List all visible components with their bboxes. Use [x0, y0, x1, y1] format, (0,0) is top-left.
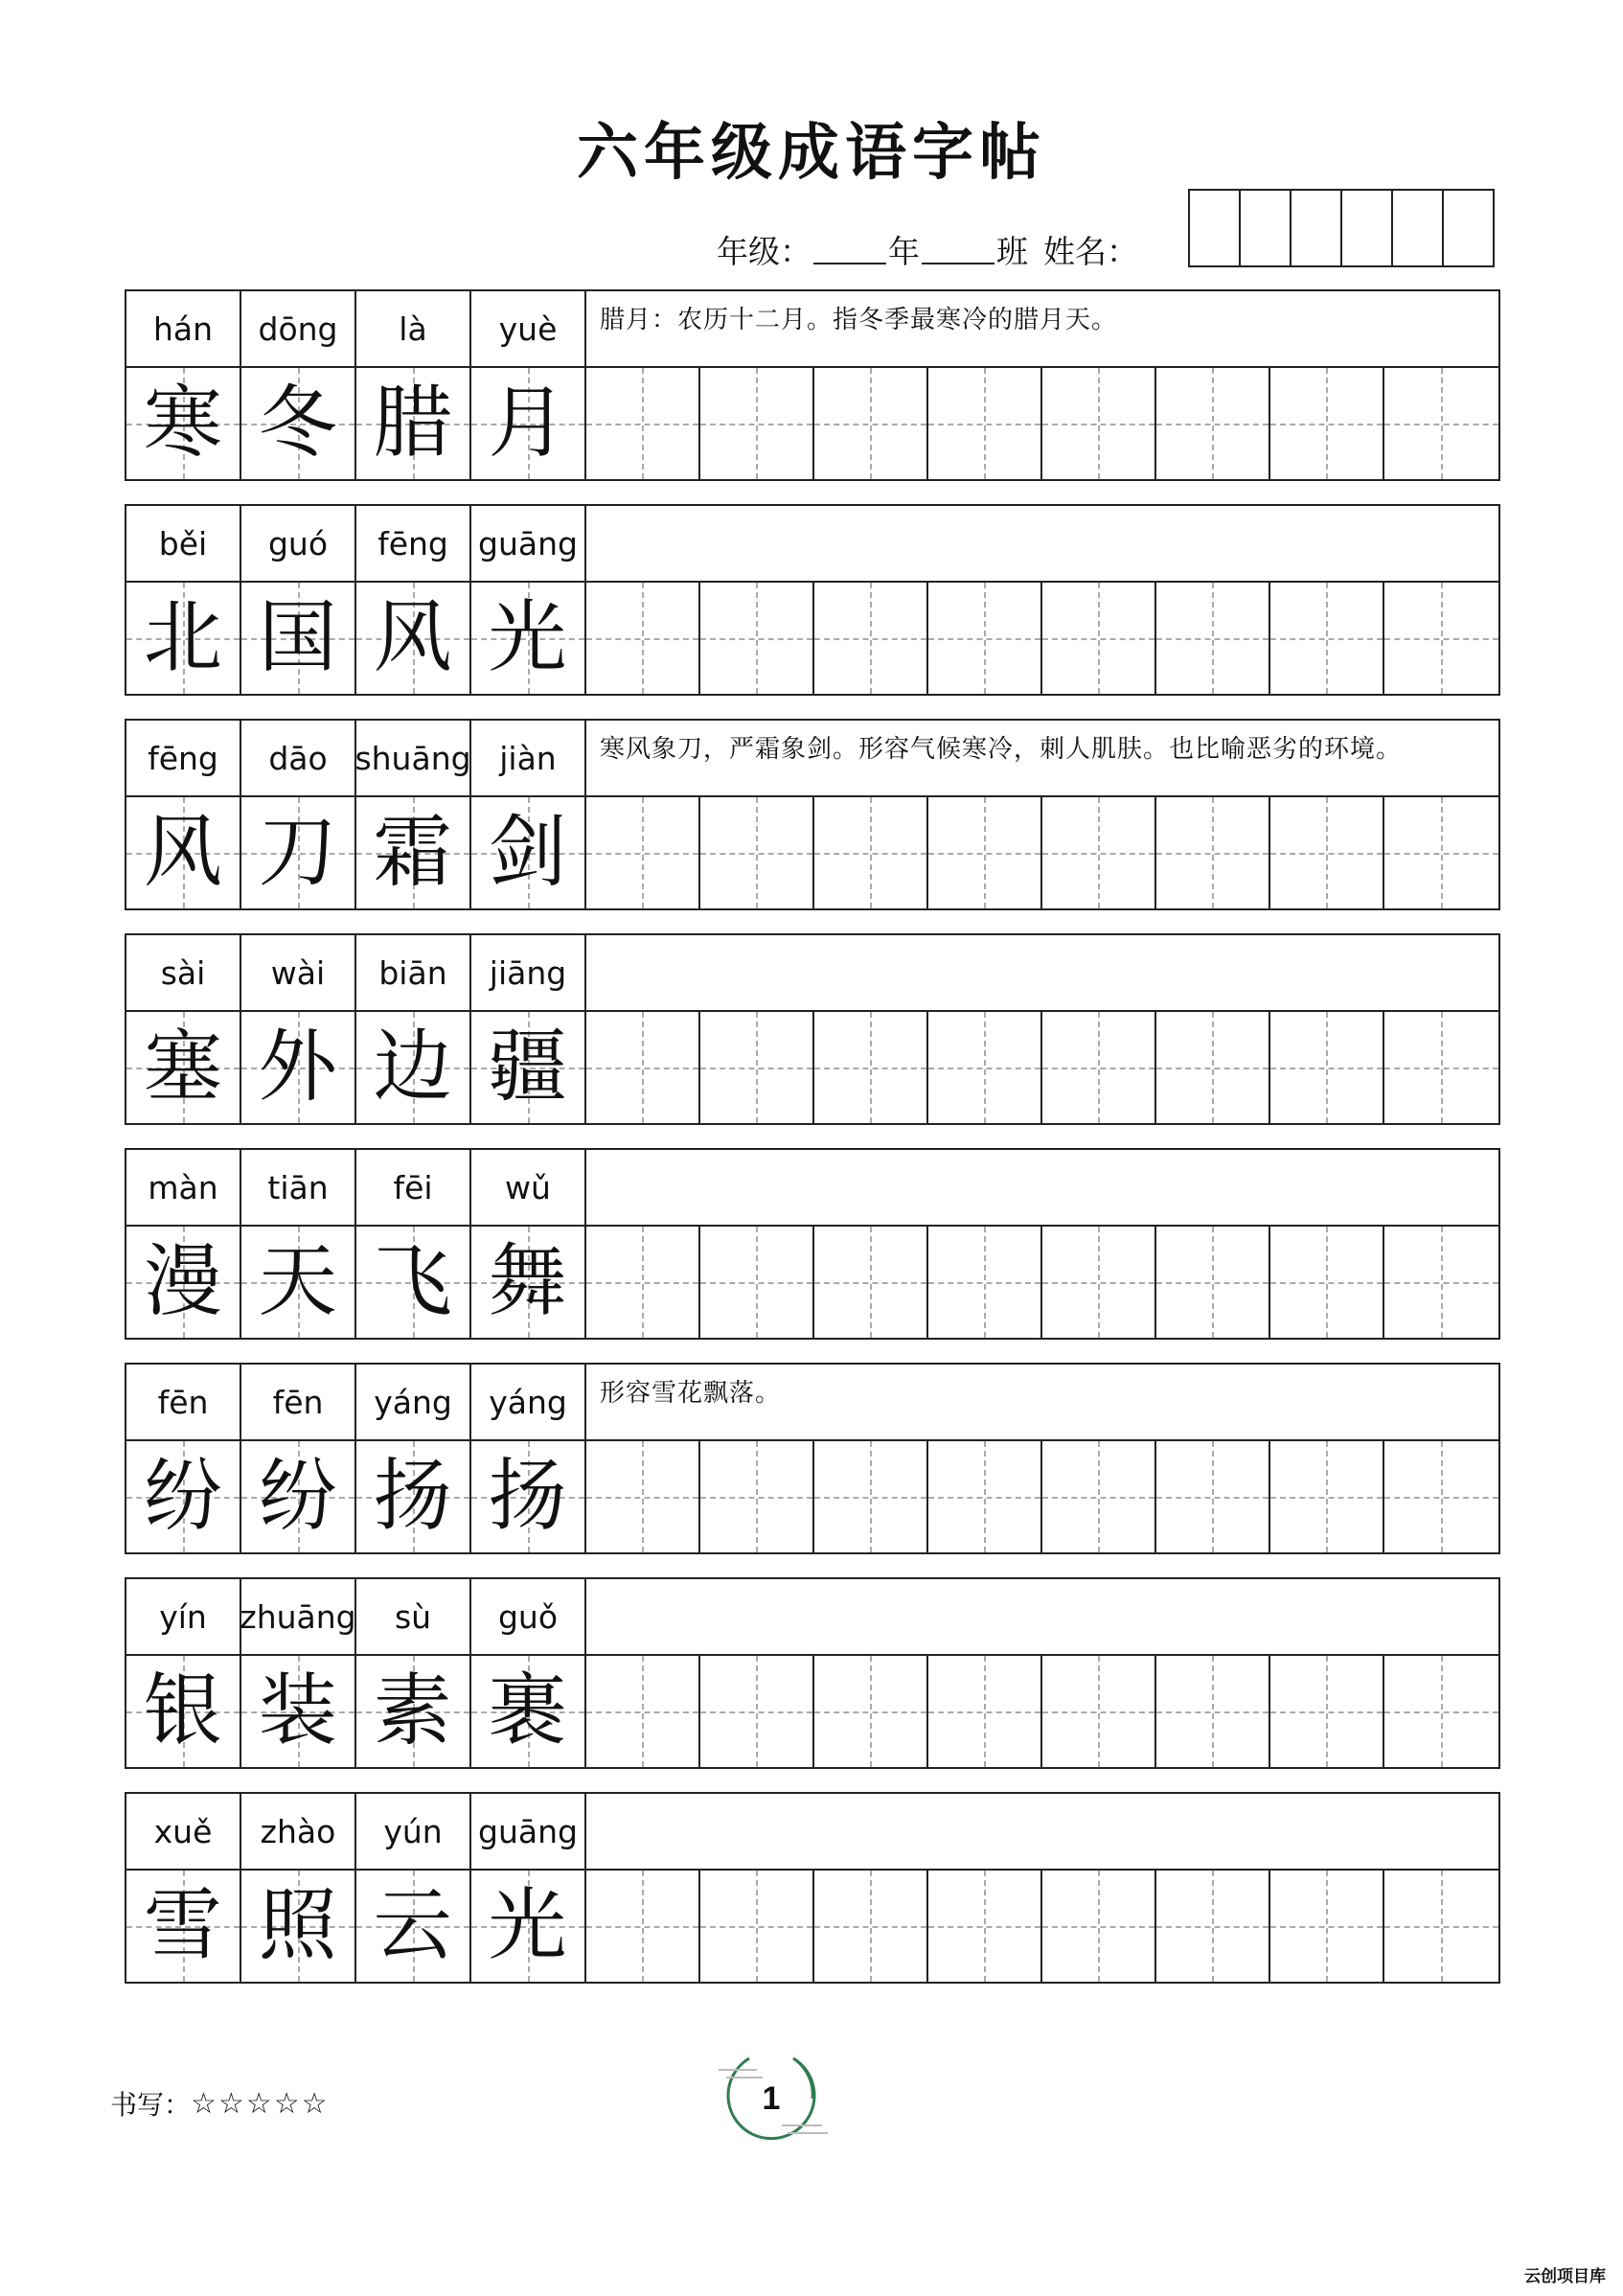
model-character-cell: [471, 1227, 586, 1338]
guide-line-horizontal: [1042, 424, 1154, 425]
pinyin-row: [126, 1150, 1498, 1227]
model-character-cell: [126, 1656, 241, 1767]
model-character: 国: [258, 592, 337, 683]
model-character: 纷: [143, 1451, 222, 1542]
guide-line-horizontal: [1042, 1926, 1154, 1928]
guide-line-horizontal: [586, 1282, 698, 1284]
character-row: [126, 368, 1498, 479]
model-character: 照: [258, 1880, 337, 1971]
character-row: [126, 1441, 1498, 1552]
guide-line-horizontal: [814, 424, 926, 425]
guide-line-horizontal: [1042, 1497, 1154, 1499]
pinyin-cell: fēng: [356, 506, 471, 581]
model-character-cell: [471, 1012, 586, 1123]
practice-cell[interactable]: [814, 368, 928, 479]
practice-cell[interactable]: [1270, 1012, 1384, 1123]
guide-line-horizontal: [928, 1282, 1040, 1284]
model-character-cell: [241, 1871, 356, 1982]
practice-cell[interactable]: [1156, 1871, 1270, 1982]
guide-line-horizontal: [1156, 1282, 1269, 1284]
model-character-cell: [356, 368, 471, 479]
pinyin-cell: yuè: [471, 291, 586, 366]
page-title: 六年级成语字帖: [577, 117, 1046, 189]
practice-cell[interactable]: [700, 1012, 814, 1123]
practice-cell[interactable]: [1042, 797, 1156, 908]
model-character: 装: [258, 1665, 337, 1756]
pinyin-cell: hán: [126, 291, 241, 366]
character-row: [126, 1227, 1498, 1338]
model-character: 飞: [373, 1236, 452, 1327]
guide-line-horizontal: [928, 1711, 1040, 1713]
pinyin-cell: dāo: [241, 721, 356, 795]
guide-line-horizontal: [1156, 1711, 1269, 1713]
class-blank[interactable]: [922, 234, 994, 264]
definition-text: [586, 1579, 1498, 1654]
practice-cell[interactable]: [586, 368, 700, 479]
character-row: [126, 1012, 1498, 1123]
definition-text: 形容雪花飘落。: [600, 1379, 782, 1408]
pinyin-cell: yáng: [471, 1365, 586, 1439]
practice-cell[interactable]: [814, 1227, 928, 1338]
pinyin-cell: guāng: [471, 1794, 586, 1869]
model-character: 北: [143, 592, 222, 683]
practice-cell[interactable]: [1156, 797, 1270, 908]
practice-cell[interactable]: [1384, 368, 1498, 479]
model-character-cell: [126, 1871, 241, 1982]
practice-cell[interactable]: [814, 1012, 928, 1123]
student-info: [717, 228, 1138, 270]
practice-cell[interactable]: [586, 1441, 700, 1552]
guide-line-horizontal: [1042, 1282, 1154, 1284]
pinyin-row: [126, 935, 1498, 1012]
guide-line-horizontal: [586, 424, 698, 425]
character-row: [126, 797, 1498, 908]
practice-cell[interactable]: [1384, 1012, 1498, 1123]
guide-line-horizontal: [814, 853, 926, 855]
pinyin-cell: yún: [356, 1794, 471, 1869]
practice-cell[interactable]: [1384, 583, 1498, 694]
pinyin-cell: yáng: [356, 1365, 471, 1439]
practice-cell[interactable]: [586, 1227, 700, 1338]
practice-cell[interactable]: [1270, 1871, 1384, 1982]
guide-line-horizontal: [814, 1926, 926, 1928]
pinyin-cell: wǔ: [471, 1150, 586, 1225]
definition-text: [586, 935, 1498, 1010]
model-character: 边: [373, 1022, 452, 1113]
pinyin-cell: fēn: [126, 1365, 241, 1439]
practice-cell[interactable]: [700, 368, 814, 479]
model-character: 刀: [258, 807, 337, 898]
idiom-block: [125, 289, 1500, 481]
writing-rating: [110, 2084, 330, 2123]
model-character-cell: [126, 583, 241, 694]
model-character: 光: [488, 592, 567, 683]
guide-line-horizontal: [814, 638, 926, 640]
pinyin-cell: sài: [126, 935, 241, 1010]
pinyin-cell: běi: [126, 506, 241, 581]
practice-cell[interactable]: [1270, 583, 1384, 694]
practice-cell[interactable]: [1156, 1656, 1270, 1767]
model-character: 素: [373, 1665, 452, 1756]
model-character-cell: [471, 1871, 586, 1982]
guide-line-horizontal: [1270, 853, 1383, 855]
guide-line-horizontal: [814, 1068, 926, 1069]
page-number: 1: [762, 2079, 781, 2117]
pinyin-row: [126, 1579, 1498, 1656]
idiom-block: [125, 1363, 1500, 1554]
idiom-block: [125, 1148, 1500, 1340]
model-character-cell: [126, 797, 241, 908]
practice-cell[interactable]: [1156, 1012, 1270, 1123]
guide-line-horizontal: [1156, 853, 1269, 855]
model-character: 漫: [143, 1236, 222, 1327]
model-character: 月: [488, 378, 567, 469]
model-character: 寒: [143, 378, 222, 469]
pinyin-cell: là: [356, 291, 471, 366]
practice-cell[interactable]: [814, 1871, 928, 1982]
model-character-cell: [471, 368, 586, 479]
name-label: 姓名：: [1043, 232, 1138, 270]
model-character-cell: [241, 1227, 356, 1338]
practice-cell[interactable]: [928, 1871, 1042, 1982]
practice-cell[interactable]: [1156, 1441, 1270, 1552]
model-character: 风: [143, 807, 222, 898]
guide-line-horizontal: [928, 1926, 1040, 1928]
guide-line-horizontal: [928, 1497, 1040, 1499]
practice-cell[interactable]: [700, 1227, 814, 1338]
name-box[interactable]: [1190, 191, 1241, 265]
pinyin-cell: yín: [126, 1579, 241, 1654]
pinyin-row: [126, 291, 1498, 368]
pinyin-row: [126, 721, 1498, 797]
guide-line-horizontal: [1156, 1926, 1269, 1928]
guide-line-horizontal: [1042, 638, 1154, 640]
guide-line-horizontal: [1384, 1282, 1498, 1284]
character-row: [126, 1656, 1498, 1767]
pinyin-cell: fēng: [126, 721, 241, 795]
guide-line-horizontal: [700, 1068, 812, 1069]
practice-cell[interactable]: [700, 1871, 814, 1982]
guide-line-horizontal: [1156, 1497, 1269, 1499]
model-character-cell: [356, 583, 471, 694]
practice-cell[interactable]: [1270, 1656, 1384, 1767]
pinyin-cell: biān: [356, 935, 471, 1010]
model-character: 剑: [488, 807, 567, 898]
guide-line-horizontal: [1270, 638, 1383, 640]
idiom-block: [125, 933, 1500, 1125]
rating-label: 书写：: [110, 2089, 192, 2121]
pinyin-cell: màn: [126, 1150, 241, 1225]
model-character-cell: [241, 1012, 356, 1123]
model-character-cell: [356, 1441, 471, 1552]
idiom-block: [125, 1792, 1500, 1984]
guide-line-horizontal: [586, 853, 698, 855]
practice-cell[interactable]: [700, 1441, 814, 1552]
guide-line-horizontal: [814, 1497, 926, 1499]
model-character: 扬: [373, 1451, 452, 1542]
practice-cell[interactable]: [1384, 797, 1498, 908]
practice-cell[interactable]: [1270, 1227, 1384, 1338]
guide-line-horizontal: [586, 1926, 698, 1928]
model-character: 疆: [488, 1022, 567, 1113]
guide-line-horizontal: [928, 638, 1040, 640]
practice-cell[interactable]: [928, 1227, 1042, 1338]
grade-label: 年级：: [717, 232, 812, 270]
guide-line-horizontal: [586, 1497, 698, 1499]
practice-cell[interactable]: [1042, 1656, 1156, 1767]
guide-line-horizontal: [1156, 1068, 1269, 1069]
guide-line-horizontal: [1384, 1711, 1498, 1713]
name-box[interactable]: [1292, 191, 1342, 265]
model-character: 光: [488, 1880, 567, 1971]
model-character-cell: [126, 1441, 241, 1552]
model-character-cell: [241, 1441, 356, 1552]
guide-line-horizontal: [700, 1282, 812, 1284]
practice-cell[interactable]: [814, 583, 928, 694]
guide-line-horizontal: [928, 1068, 1040, 1069]
model-character-cell: [356, 797, 471, 908]
model-character: 风: [373, 592, 452, 683]
practice-cell[interactable]: [928, 1012, 1042, 1123]
model-character-cell: [356, 1871, 471, 1982]
practice-cell[interactable]: [1156, 583, 1270, 694]
practice-cell[interactable]: [1042, 368, 1156, 479]
practice-cell[interactable]: [586, 583, 700, 694]
name-box[interactable]: [1342, 191, 1393, 265]
model-character-cell: [471, 797, 586, 908]
model-character: 云: [373, 1880, 452, 1971]
pinyin-cell: guǒ: [471, 1579, 586, 1654]
definition-text: [586, 506, 1498, 581]
class-label: 班: [996, 232, 1028, 270]
model-character: 外: [258, 1022, 337, 1113]
model-character-cell: [241, 583, 356, 694]
definition-text: 腊月：农历十二月。指冬季最寒冷的腊月天。: [600, 306, 1118, 334]
watermark: 云创项目库: [1524, 2267, 1606, 2286]
practice-cell[interactable]: [1042, 583, 1156, 694]
guide-line-horizontal: [700, 1497, 812, 1499]
practice-cell[interactable]: [928, 583, 1042, 694]
guide-line-horizontal: [700, 1926, 812, 1928]
pinyin-cell: wài: [241, 935, 356, 1010]
guide-line-horizontal: [700, 853, 812, 855]
practice-cell[interactable]: [814, 1656, 928, 1767]
guide-line-horizontal: [700, 1711, 812, 1713]
guide-line-horizontal: [586, 1068, 698, 1069]
practice-cell[interactable]: [1156, 1227, 1270, 1338]
guide-line-horizontal: [928, 424, 1040, 425]
grade-blank[interactable]: [813, 234, 886, 264]
guide-line-horizontal: [1156, 638, 1269, 640]
guide-line-horizontal: [586, 638, 698, 640]
guide-line-horizontal: [1384, 1068, 1498, 1069]
practice-cell[interactable]: [700, 583, 814, 694]
practice-cell[interactable]: [1042, 1441, 1156, 1552]
guide-line-horizontal: [1270, 1711, 1383, 1713]
model-character-cell: [126, 368, 241, 479]
pinyin-cell: sù: [356, 1579, 471, 1654]
page-number-badge: [699, 2041, 843, 2156]
pinyin-cell: zhuāng: [241, 1579, 356, 1654]
practice-cell[interactable]: [1384, 1441, 1498, 1552]
character-row: [126, 583, 1498, 694]
model-character: 冬: [258, 378, 337, 469]
model-character: 雪: [143, 1880, 222, 1971]
model-character-cell: [241, 1656, 356, 1767]
practice-cell[interactable]: [1270, 797, 1384, 908]
guide-line-horizontal: [1384, 1497, 1498, 1499]
model-character: 塞: [143, 1022, 222, 1113]
practice-cell[interactable]: [814, 797, 928, 908]
practice-cell[interactable]: [928, 797, 1042, 908]
guide-line-horizontal: [1042, 1711, 1154, 1713]
guide-line-horizontal: [1270, 424, 1383, 425]
pinyin-cell: guó: [241, 506, 356, 581]
name-box[interactable]: [1393, 191, 1444, 265]
idiom-block: [125, 504, 1500, 696]
practice-cell[interactable]: [1384, 1871, 1498, 1982]
model-character-cell: [471, 1656, 586, 1767]
practice-cell[interactable]: [928, 1441, 1042, 1552]
guide-line-horizontal: [1270, 1068, 1383, 1069]
model-character: 腊: [373, 378, 452, 469]
pinyin-cell: fēn: [241, 1365, 356, 1439]
guide-line-horizontal: [1270, 1926, 1383, 1928]
guide-line-horizontal: [1270, 1497, 1383, 1499]
pinyin-cell: zhào: [241, 1794, 356, 1869]
definition-text: [586, 1150, 1498, 1225]
practice-cell[interactable]: [1042, 1012, 1156, 1123]
practice-cell[interactable]: [586, 1656, 700, 1767]
model-character: 舞: [488, 1236, 567, 1327]
model-character-cell: [356, 1227, 471, 1338]
model-character: 天: [258, 1236, 337, 1327]
practice-cell[interactable]: [1270, 1441, 1384, 1552]
definition-text: 寒风象刀，严霜象剑。形容气候寒冷，刺人肌肤。也比喻恶劣的环境。: [600, 735, 1403, 764]
guide-line-horizontal: [1042, 1068, 1154, 1069]
character-row: [126, 1871, 1498, 1982]
model-character-cell: [126, 1227, 241, 1338]
guide-line-horizontal: [928, 853, 1040, 855]
definition-text: [586, 1794, 1498, 1869]
guide-line-horizontal: [700, 424, 812, 425]
practice-cell[interactable]: [586, 1012, 700, 1123]
model-character-cell: [356, 1656, 471, 1767]
guide-line-horizontal: [1384, 1926, 1498, 1928]
model-character: 纷: [258, 1451, 337, 1542]
idiom-block: [125, 719, 1500, 910]
model-character-cell: [471, 1441, 586, 1552]
pinyin-cell: xuě: [126, 1794, 241, 1869]
guide-line-horizontal: [586, 1711, 698, 1713]
model-character-cell: [126, 1012, 241, 1123]
guide-line-horizontal: [814, 1282, 926, 1284]
star-rating[interactable]: ☆☆☆☆☆: [191, 2086, 330, 2121]
year-label: 年: [888, 232, 920, 270]
idiom-block: [125, 1577, 1500, 1769]
name-boxes[interactable]: [1188, 189, 1495, 267]
guide-line-horizontal: [700, 638, 812, 640]
practice-cell[interactable]: [928, 1656, 1042, 1767]
pinyin-row: [126, 1365, 1498, 1441]
model-character: 银: [143, 1665, 222, 1756]
guide-line-horizontal: [814, 1711, 926, 1713]
pinyin-cell: dōng: [241, 291, 356, 366]
practice-cell[interactable]: [586, 1871, 700, 1982]
model-character-cell: [241, 368, 356, 479]
model-character-cell: [471, 583, 586, 694]
practice-cell[interactable]: [1156, 368, 1270, 479]
practice-cell[interactable]: [1042, 1871, 1156, 1982]
practice-cell[interactable]: [928, 368, 1042, 479]
guide-line-horizontal: [1156, 424, 1269, 425]
pinyin-cell: jiàn: [471, 721, 586, 795]
model-character-cell: [356, 1012, 471, 1123]
pinyin-row: [126, 506, 1498, 583]
practice-cell[interactable]: [814, 1441, 928, 1552]
model-character-cell: [241, 797, 356, 908]
practice-cell[interactable]: [1042, 1227, 1156, 1338]
practice-cell[interactable]: [700, 797, 814, 908]
model-character: 裹: [488, 1665, 567, 1756]
name-box[interactable]: [1444, 191, 1493, 265]
guide-line-horizontal: [1384, 638, 1498, 640]
pinyin-row: [126, 1794, 1498, 1871]
pinyin-cell: guāng: [471, 506, 586, 581]
model-character: 霜: [373, 807, 452, 898]
guide-line-horizontal: [1042, 853, 1154, 855]
practice-cell[interactable]: [1384, 1227, 1498, 1338]
model-character: 扬: [488, 1451, 567, 1542]
guide-line-horizontal: [1384, 853, 1498, 855]
guide-line-horizontal: [1384, 424, 1498, 425]
pinyin-cell: shuāng: [356, 721, 471, 795]
practice-cell[interactable]: [1270, 368, 1384, 479]
pinyin-cell: tiān: [241, 1150, 356, 1225]
name-box[interactable]: [1241, 191, 1292, 265]
pinyin-cell: fēi: [356, 1150, 471, 1225]
practice-cell[interactable]: [1384, 1656, 1498, 1767]
guide-line-horizontal: [1270, 1282, 1383, 1284]
practice-cell[interactable]: [586, 797, 700, 908]
pinyin-cell: jiāng: [471, 935, 586, 1010]
practice-cell[interactable]: [700, 1656, 814, 1767]
